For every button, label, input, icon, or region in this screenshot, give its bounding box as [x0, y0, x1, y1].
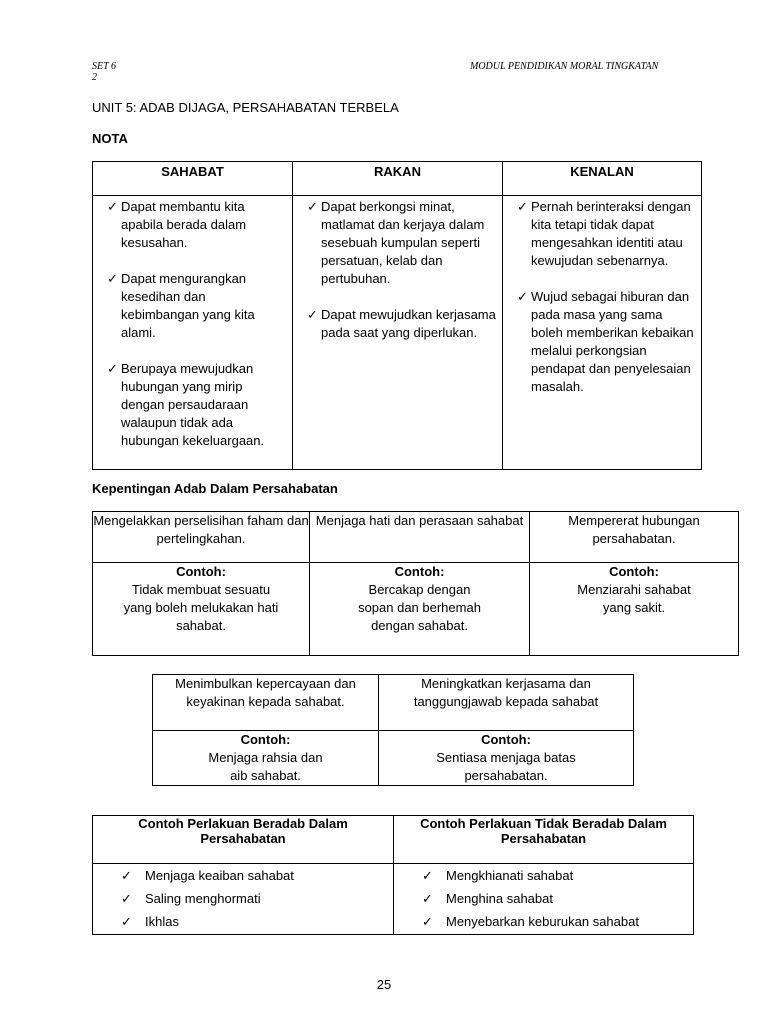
list-item-text: Menjaga keaiban sahabat — [145, 868, 294, 883]
list-item — [422, 910, 693, 933]
kenalan-list — [517, 198, 695, 396]
tidak-beradab-list — [422, 864, 693, 933]
list-item — [107, 198, 286, 252]
col-header-sahabat: SAHABAT — [93, 162, 293, 196]
kepentingan-heading: Kepentingan Adab Dalam Persahabatan — [92, 481, 338, 496]
kepentingan-point: Menjaga hati dan perasaan sahabat — [310, 512, 530, 563]
list-item — [307, 306, 496, 342]
list-item — [422, 864, 693, 887]
tidak-beradab-cell — [394, 864, 694, 935]
example-cell — [93, 563, 310, 656]
check-icon: ✓ — [422, 914, 433, 929]
list-item — [517, 288, 695, 396]
example-text: Tidak membuat sesuatu yang boleh melukakan hati sahabat. — [123, 582, 279, 633]
check-icon: ✓ — [517, 199, 528, 214]
check-icon: ✓ — [107, 199, 118, 214]
kenalan-cell — [503, 196, 702, 470]
example-cell — [153, 731, 379, 786]
check-icon: ✓ — [307, 199, 318, 214]
list-item — [517, 198, 695, 270]
kepentingan-example-row — [153, 731, 634, 786]
check-icon: ✓ — [307, 307, 318, 322]
check-icon: ✓ — [107, 271, 118, 286]
example-text: Sentiasa menjaga batas persahabatan. — [436, 750, 576, 783]
header-module-title: MODUL PENDIDIKAN MORAL TINGKATAN — [470, 61, 659, 72]
list-item — [107, 360, 286, 450]
kepentingan-table-2 — [152, 674, 634, 786]
check-icon: ✓ — [107, 361, 118, 376]
example-text: Menjaga rahsia dan aib sahabat. — [208, 750, 323, 783]
header-beradab — [93, 816, 394, 864]
header-set — [92, 61, 116, 83]
list-item — [307, 198, 496, 288]
list-item — [121, 864, 393, 887]
kepentingan-point — [379, 675, 634, 731]
list-item-text: Ikhlas — [145, 914, 179, 929]
header-beradab-text: Contoh Perlakuan Beradab Dalam Persahabatan — [138, 816, 348, 846]
perlakuan-body-row — [93, 864, 694, 935]
example-cell — [379, 731, 634, 786]
beradab-cell — [93, 864, 394, 935]
list-item — [422, 887, 693, 910]
list-item — [121, 910, 393, 933]
kepentingan-point — [153, 675, 379, 731]
list-item-text: Saling menghormati — [145, 891, 261, 906]
header-tidak-beradab — [394, 816, 694, 864]
page-number: 25 — [376, 977, 392, 992]
example-cell — [310, 563, 530, 656]
list-item — [107, 270, 286, 342]
sahabat-list — [107, 198, 286, 450]
kepentingan-example-row — [93, 563, 739, 656]
list-item-text: Pernah berinteraksi dengan kita tetapi tidak dapat mengesahkan identiti atau kewujudan sebenarnya. — [531, 199, 691, 268]
beradab-list — [121, 864, 393, 933]
sahabat-cell — [93, 196, 293, 470]
header-set-label: SET 6 — [92, 61, 116, 72]
list-item-text: Menyebarkan keburukan sahabat — [446, 914, 639, 929]
check-icon: ✓ — [121, 891, 132, 906]
list-item-text: Dapat mengurangkan kesedihan dan kebimbangan yang kita alami. — [121, 271, 255, 340]
list-item-text: Dapat berkongsi minat, matlamat dan kerjaya dalam sesebuah kumpulan seperti persatuan, kelab dan pertubuhan. — [321, 199, 485, 286]
check-icon: ✓ — [121, 914, 132, 929]
rakan-cell — [293, 196, 503, 470]
check-icon: ✓ — [121, 868, 132, 883]
example-text: Menziarahi sahabat yang sakit. — [577, 582, 691, 615]
unit-title: UNIT 5: ADAB DIJAGA, PERSAHABATAN TERBELA — [92, 100, 399, 115]
kepentingan-point: Mengelakkan perselisihan faham dan pertelingkahan. — [93, 512, 310, 563]
list-item-text: Dapat membantu kita apabila berada dalam kesusahan. — [121, 199, 247, 250]
perlakuan-header-row — [93, 816, 694, 864]
list-item-text: Dapat mewujudkan kerjasama pada saat yang diperlukan. — [321, 307, 496, 340]
nota-body-row — [93, 196, 702, 470]
contoh-label: Contoh: — [394, 564, 445, 579]
kepentingan-point-text: Meningkatkan kerjasama dan tanggungjawab kepada sahabat — [413, 676, 599, 709]
contoh-label: Contoh: — [176, 564, 226, 579]
nota-header-row — [93, 162, 702, 196]
check-icon: ✓ — [517, 289, 528, 304]
kepentingan-point-text: Menimbulkan kepercayaan dan keyakinan kepada sahabat. — [175, 676, 356, 709]
kepentingan-table-1 — [92, 511, 739, 656]
example-cell — [530, 563, 739, 656]
list-item — [121, 887, 393, 910]
list-item-text: Wujud sebagai hiburan dan pada masa yang sama boleh memberikan kebaikan melalui perkongsian pendapat dan penyelesaian masalah. — [531, 289, 694, 394]
check-icon: ✓ — [422, 868, 433, 883]
col-header-rakan: RAKAN — [293, 162, 503, 196]
col-header-kenalan: KENALAN — [503, 162, 702, 196]
kepentingan-point-row — [93, 512, 739, 563]
contoh-label: Contoh: — [609, 564, 659, 579]
rakan-list — [307, 198, 496, 342]
contoh-label: Contoh: — [240, 732, 291, 747]
list-item-text: Menghina sahabat — [446, 891, 553, 906]
nota-heading: NOTA — [92, 131, 128, 146]
header-tidak-beradab-text: Contoh Perlakuan Tidak Beradab Dalam Persahabatan — [420, 816, 667, 846]
check-icon: ✓ — [422, 891, 433, 906]
list-item-text: Mengkhianati sahabat — [446, 868, 574, 883]
kepentingan-point-row — [153, 675, 634, 731]
kepentingan-point: Mempererat hubungan persahabatan. — [530, 512, 739, 563]
list-item-text: Berupaya mewujudkan hubungan yang mirip dengan persaudaraan walaupun tidak ada hubungan kekeluargaan. — [121, 361, 265, 448]
example-text: Bercakap dengan sopan dan berhemah dengan sahabat. — [358, 582, 481, 633]
header-form-number: 2 — [92, 72, 97, 83]
perlakuan-table — [92, 815, 694, 935]
contoh-label: Contoh: — [481, 732, 531, 747]
nota-table — [92, 161, 702, 470]
